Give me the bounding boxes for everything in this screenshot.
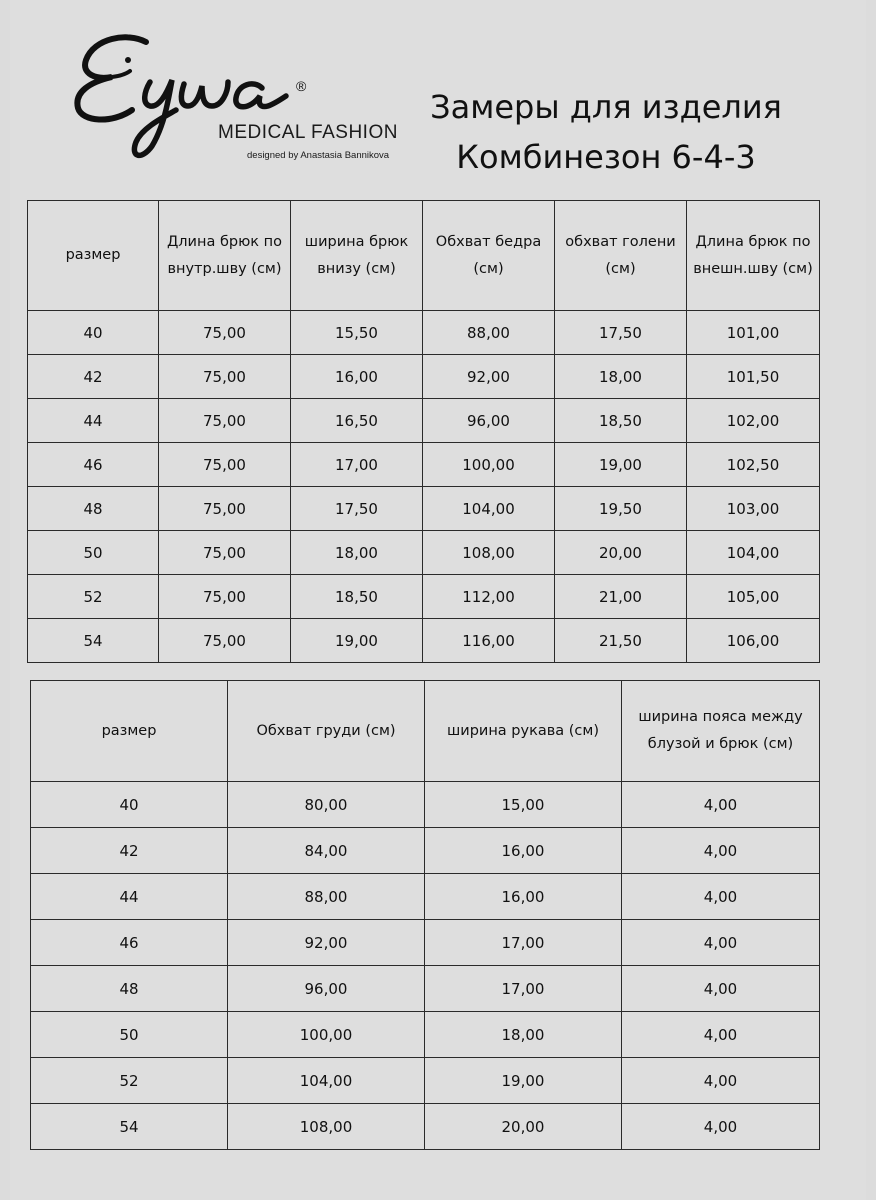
value-cell: 4,00 bbox=[622, 920, 820, 966]
value-cell: 21,00 bbox=[555, 575, 687, 619]
size-cell: 50 bbox=[31, 1012, 228, 1058]
size-cell: 54 bbox=[28, 619, 159, 663]
header-cell: ширина рукава (см) bbox=[425, 681, 622, 782]
trousers-measurements-table bbox=[27, 200, 820, 663]
table-row bbox=[31, 782, 820, 828]
header-cell: Длина брюк по внутр.шву (см) bbox=[159, 201, 291, 311]
value-cell: 75,00 bbox=[159, 355, 291, 399]
table-row bbox=[28, 311, 820, 355]
size-cell: 48 bbox=[28, 487, 159, 531]
header-cell: Обхват бедра (см) bbox=[423, 201, 555, 311]
value-cell: 15,50 bbox=[291, 311, 423, 355]
value-cell: 20,00 bbox=[425, 1104, 622, 1150]
value-cell: 116,00 bbox=[423, 619, 555, 663]
value-cell: 104,00 bbox=[228, 1058, 425, 1104]
size-cell: 46 bbox=[28, 443, 159, 487]
value-cell: 100,00 bbox=[423, 443, 555, 487]
title-line-1: Замеры для изделия bbox=[430, 88, 782, 126]
size-cell: 46 bbox=[31, 920, 228, 966]
value-cell: 101,00 bbox=[687, 311, 820, 355]
table-header-row bbox=[28, 201, 820, 311]
value-cell: 100,00 bbox=[228, 1012, 425, 1058]
value-cell: 104,00 bbox=[423, 487, 555, 531]
value-cell: 96,00 bbox=[423, 399, 555, 443]
size-cell: 40 bbox=[31, 782, 228, 828]
value-cell: 19,00 bbox=[291, 619, 423, 663]
value-cell: 80,00 bbox=[228, 782, 425, 828]
value-cell: 18,00 bbox=[555, 355, 687, 399]
table-header-row bbox=[31, 681, 820, 782]
header-cell: обхват голени (см) bbox=[555, 201, 687, 311]
value-cell: 4,00 bbox=[622, 828, 820, 874]
top-measurements-table bbox=[30, 680, 820, 1150]
value-cell: 4,00 bbox=[622, 874, 820, 920]
value-cell: 106,00 bbox=[687, 619, 820, 663]
header-cell: ширина пояса между блузой и брюк (см) bbox=[622, 681, 820, 782]
page-title bbox=[406, 82, 806, 182]
value-cell: 84,00 bbox=[228, 828, 425, 874]
value-cell: 75,00 bbox=[159, 487, 291, 531]
table-row bbox=[28, 531, 820, 575]
size-cell: 48 bbox=[31, 966, 228, 1012]
value-cell: 16,50 bbox=[291, 399, 423, 443]
header-cell: Обхват груди (см) bbox=[228, 681, 425, 782]
value-cell: 108,00 bbox=[228, 1104, 425, 1150]
value-cell: 16,00 bbox=[425, 874, 622, 920]
value-cell: 75,00 bbox=[159, 619, 291, 663]
value-cell: 104,00 bbox=[687, 531, 820, 575]
header-cell: Длина брюк по внешн.шву (см) bbox=[687, 201, 820, 311]
value-cell: 75,00 bbox=[159, 443, 291, 487]
value-cell: 16,00 bbox=[425, 828, 622, 874]
value-cell: 75,00 bbox=[159, 531, 291, 575]
size-cell: 52 bbox=[31, 1058, 228, 1104]
table-row bbox=[31, 874, 820, 920]
value-cell: 105,00 bbox=[687, 575, 820, 619]
value-cell: 18,00 bbox=[291, 531, 423, 575]
value-cell: 92,00 bbox=[228, 920, 425, 966]
value-cell: 4,00 bbox=[622, 1058, 820, 1104]
size-cell: 50 bbox=[28, 531, 159, 575]
value-cell: 103,00 bbox=[687, 487, 820, 531]
value-cell: 18,00 bbox=[425, 1012, 622, 1058]
value-cell: 4,00 bbox=[622, 782, 820, 828]
table-row bbox=[31, 828, 820, 874]
value-cell: 102,00 bbox=[687, 399, 820, 443]
value-cell: 75,00 bbox=[159, 311, 291, 355]
table-row bbox=[28, 487, 820, 531]
table-row bbox=[31, 1104, 820, 1150]
table-row bbox=[28, 355, 820, 399]
header-cell: ширина брюк внизу (см) bbox=[291, 201, 423, 311]
value-cell: 19,00 bbox=[555, 443, 687, 487]
value-cell: 4,00 bbox=[622, 966, 820, 1012]
value-cell: 96,00 bbox=[228, 966, 425, 1012]
brand-subtitle: MEDICAL FASHION bbox=[218, 122, 398, 143]
size-cell: 42 bbox=[28, 355, 159, 399]
value-cell: 88,00 bbox=[423, 311, 555, 355]
value-cell: 17,50 bbox=[291, 487, 423, 531]
size-cell: 42 bbox=[31, 828, 228, 874]
size-cell: 44 bbox=[28, 399, 159, 443]
value-cell: 17,00 bbox=[425, 966, 622, 1012]
value-cell: 4,00 bbox=[622, 1104, 820, 1150]
value-cell: 19,50 bbox=[555, 487, 687, 531]
value-cell: 112,00 bbox=[423, 575, 555, 619]
header-cell: размер bbox=[31, 681, 228, 782]
table-row bbox=[31, 1012, 820, 1058]
value-cell: 4,00 bbox=[622, 1012, 820, 1058]
table-row bbox=[31, 920, 820, 966]
table-row bbox=[28, 575, 820, 619]
value-cell: 16,00 bbox=[291, 355, 423, 399]
brand-logo bbox=[72, 30, 412, 170]
brand-credit: designed by Anastasia Bannikova bbox=[247, 150, 390, 161]
table-row bbox=[28, 399, 820, 443]
table-row bbox=[28, 443, 820, 487]
value-cell: 18,50 bbox=[555, 399, 687, 443]
value-cell: 92,00 bbox=[423, 355, 555, 399]
header-cell: размер bbox=[28, 201, 159, 311]
value-cell: 75,00 bbox=[159, 575, 291, 619]
value-cell: 17,00 bbox=[291, 443, 423, 487]
table-row bbox=[28, 619, 820, 663]
value-cell: 17,00 bbox=[425, 920, 622, 966]
size-cell: 54 bbox=[31, 1104, 228, 1150]
value-cell: 101,50 bbox=[687, 355, 820, 399]
size-cell: 52 bbox=[28, 575, 159, 619]
value-cell: 15,00 bbox=[425, 782, 622, 828]
value-cell: 17,50 bbox=[555, 311, 687, 355]
value-cell: 20,00 bbox=[555, 531, 687, 575]
size-cell: 40 bbox=[28, 311, 159, 355]
value-cell: 88,00 bbox=[228, 874, 425, 920]
value-cell: 102,50 bbox=[687, 443, 820, 487]
value-cell: 19,00 bbox=[425, 1058, 622, 1104]
table-row bbox=[31, 1058, 820, 1104]
value-cell: 21,50 bbox=[555, 619, 687, 663]
title-line-2: Комбинезон 6-4-3 bbox=[456, 138, 756, 176]
value-cell: 108,00 bbox=[423, 531, 555, 575]
eywa-logo-icon bbox=[72, 30, 332, 165]
registered-mark: ® bbox=[296, 78, 307, 94]
size-cell: 44 bbox=[31, 874, 228, 920]
value-cell: 18,50 bbox=[291, 575, 423, 619]
table-row bbox=[31, 966, 820, 1012]
value-cell: 75,00 bbox=[159, 399, 291, 443]
